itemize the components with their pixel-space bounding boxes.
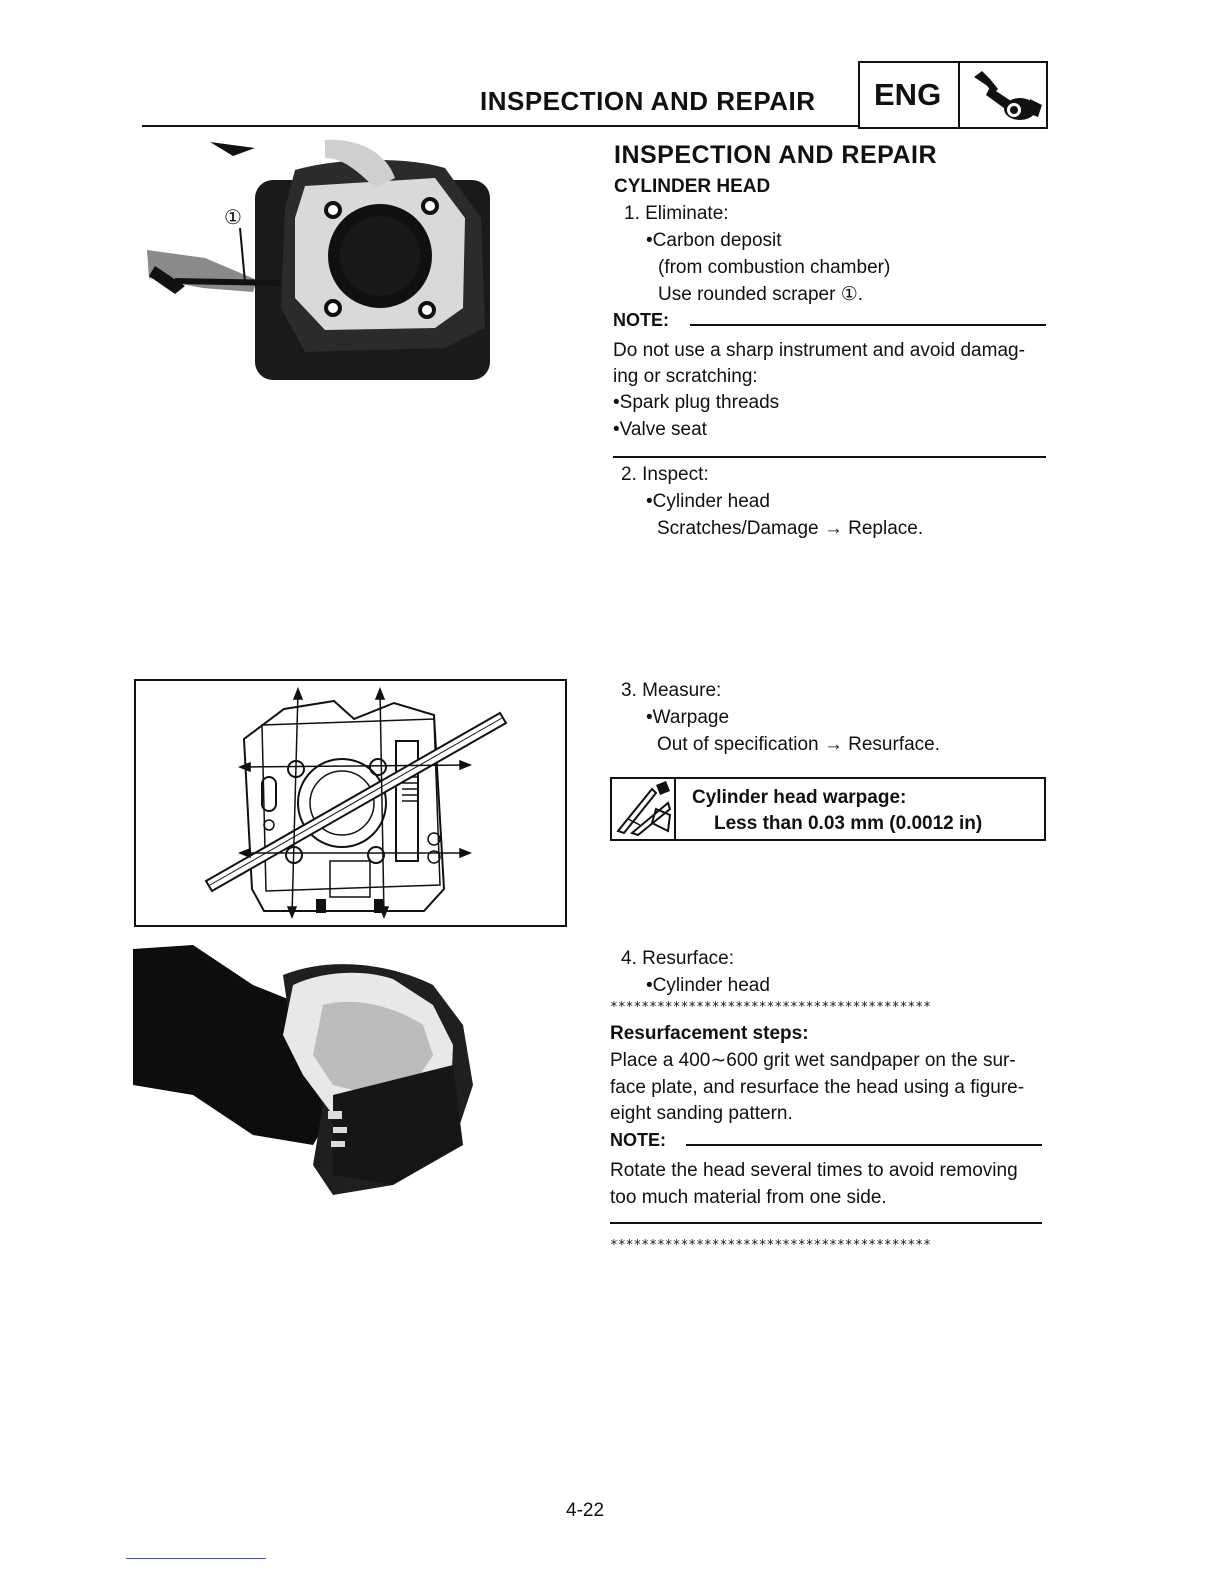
steps-start-stars: *****************************************: [610, 1000, 931, 1015]
spec-box: [610, 777, 1046, 841]
note2-line1: Rotate the head several times to avoid removing: [610, 1160, 1018, 1181]
note1-bullet2: •Valve seat: [613, 419, 707, 440]
caliper-spec-icon: [612, 779, 674, 839]
warpage-measurement-diagram: [134, 679, 567, 927]
spec-label: Cylinder head warpage:: [692, 787, 907, 808]
resurface-line1: Place a 400∼600 grit wet sandpaper on the sur-: [610, 1050, 1016, 1071]
spec-icon-cell: [612, 779, 676, 839]
step3-action: Out of specification → Resurface.: [657, 734, 941, 755]
step1-tool: Use rounded scraper ①.: [658, 284, 864, 305]
step3-item: •Warpage: [646, 707, 730, 728]
resurface-line2: face plate, and resurface the head using a figure-: [610, 1077, 1025, 1098]
resurface-title: Resurfacement steps:: [610, 1023, 809, 1044]
cylinder-head-scraper-photo: [145, 138, 495, 388]
section-tag-divider: [958, 63, 960, 127]
note1-line2: ing or scratching:: [613, 366, 758, 387]
spec-value: Less than 0.03 mm (0.0012 in): [714, 813, 983, 834]
note1-label: NOTE:: [613, 310, 669, 330]
note1-top-rule: [690, 324, 1046, 326]
figure-callout-1: ①: [224, 207, 242, 229]
section-tag: ENG: [874, 77, 942, 112]
steps-end-stars: *****************************************: [610, 1238, 931, 1253]
step3-heading: 3. Measure:: [621, 680, 722, 701]
engine-wrench-icon: [968, 69, 1044, 125]
section-tag-box: [858, 61, 1048, 129]
page-number: 4-22: [566, 1500, 605, 1521]
note1-line1: Do not use a sharp instrument and avoid damag-: [613, 340, 1025, 361]
step2-heading: 2. Inspect:: [621, 464, 709, 485]
note2-line2: too much material from one side.: [610, 1187, 887, 1208]
section-subtitle: CYLINDER HEAD: [614, 176, 771, 197]
section-title: INSPECTION AND REPAIR: [614, 141, 938, 169]
resurface-line3: eight sanding pattern.: [610, 1103, 793, 1124]
step4-item: •Cylinder head: [646, 975, 770, 996]
step1-heading: 1. Eliminate:: [624, 203, 729, 224]
page-header-title: INSPECTION AND REPAIR: [480, 86, 816, 116]
header-rule: [142, 125, 858, 127]
note1-bullet1: •Spark plug threads: [613, 392, 780, 413]
footer-line: [126, 1558, 266, 1559]
step1-detail: (from combustion chamber): [658, 257, 891, 278]
resurfacing-photo: [133, 945, 483, 1195]
note2-top-rule: [686, 1144, 1042, 1146]
step4-heading: 4. Resurface:: [621, 948, 734, 969]
note1-bottom-rule: [613, 456, 1046, 458]
note2-bottom-rule: [610, 1222, 1042, 1224]
note2-label: NOTE:: [610, 1130, 666, 1150]
step2-action: Scratches/Damage → Replace.: [657, 518, 924, 539]
step1-item: •Carbon deposit: [646, 230, 782, 251]
step2-item: •Cylinder head: [646, 491, 770, 512]
